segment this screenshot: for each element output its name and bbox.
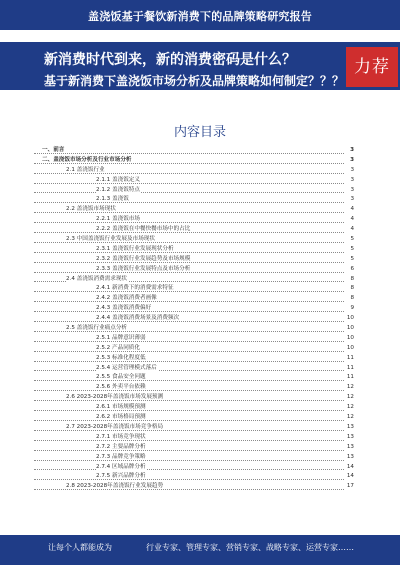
toc-entry-text: 2.4.2 盖浇饭消费者画像 xyxy=(96,295,157,302)
toc-entry-text: 2.3 中国盖浇饭行业发展及市场现状 xyxy=(66,236,155,243)
toc-entry-text: 2.7.5 新兴品牌分析 xyxy=(96,473,146,480)
toc-leader-dots xyxy=(34,460,344,461)
toc-entry-page: 11 xyxy=(346,354,354,364)
toc-entry-text: 2.4.4 盖浇饭消费场景及消费频次 xyxy=(96,315,180,322)
toc-entry-page: 3 xyxy=(349,195,354,205)
toc-leader-dots xyxy=(34,291,344,292)
toc-entry[interactable] xyxy=(34,245,354,255)
toc-entry-page: 4 xyxy=(349,225,354,235)
toc-entry-text: 2.8 2023-2028年盖浇饭行业发展趋势 xyxy=(66,483,164,490)
toc-entry-text: 2.5.3 标准化程度低 xyxy=(96,354,146,361)
toc-entry[interactable] xyxy=(34,453,354,463)
toc-leader-dots xyxy=(34,489,344,490)
toc-entry[interactable] xyxy=(34,304,354,314)
footer-slogan: 让每个人都能成为 xyxy=(48,543,112,552)
toc-entry-page: 8 xyxy=(349,294,354,304)
toc-leader-dots xyxy=(34,183,344,184)
toc-entry-text: 2.7.3 品牌竞争策略 xyxy=(96,453,146,460)
toc-entry-page: 5 xyxy=(349,255,354,265)
toc-entry[interactable] xyxy=(34,364,354,374)
table-of-contents xyxy=(34,146,354,492)
toc-entry-text: 2.7 2023-2028年盖浇饭市场竞争格局 xyxy=(66,423,164,430)
toc-entry-text: 2.5 盖浇饭行业痛点分析 xyxy=(66,325,128,332)
toc-entry-page: 5 xyxy=(349,235,354,245)
toc-leader-dots xyxy=(34,321,344,322)
toc-entry-page: 8 xyxy=(349,275,354,285)
toc-entry[interactable] xyxy=(34,383,354,393)
toc-entry[interactable] xyxy=(34,403,354,413)
toc-entry-text: 2.5.5 食品安全问题 xyxy=(96,374,146,381)
toc-leader-dots xyxy=(34,450,344,451)
toc-entry[interactable] xyxy=(34,463,354,473)
toc-entry-text: 2.6 2023-2028年盖浇饭市场发展预测 xyxy=(66,394,164,401)
footer-roles: 行业专家、管理专家、营销专家、战略专家、运营专家…… xyxy=(146,543,354,552)
toc-leader-dots xyxy=(34,361,344,362)
toc-leader-dots xyxy=(34,400,344,401)
toc-title: 内容目录 xyxy=(173,125,226,140)
toc-entry-page: 3 xyxy=(349,156,354,166)
toc-entry[interactable] xyxy=(34,166,354,176)
toc-entry-text: 2.1.2 盖浇饭特点 xyxy=(96,186,140,193)
toc-entry-page: 17 xyxy=(346,482,354,492)
toc-leader-dots xyxy=(34,301,344,302)
toc-entry-page: 4 xyxy=(349,215,354,225)
banner-subheadline: 基于新消费下盖浇饭市场分析及品牌策略如何制定？？？ xyxy=(44,74,345,88)
toc-entry-text: 2.5.4 运营管理模式落后 xyxy=(96,364,157,371)
toc-entry[interactable] xyxy=(34,284,354,294)
toc-entry[interactable] xyxy=(34,146,354,156)
toc-leader-dots xyxy=(34,351,344,352)
toc-entry-page: 3 xyxy=(349,146,354,156)
toc-entry-page: 6 xyxy=(349,265,354,275)
toc-entry[interactable] xyxy=(34,443,354,453)
toc-entry-text: 2.5.6 外卖平台依赖 xyxy=(96,384,146,391)
toc-entry[interactable] xyxy=(34,255,354,265)
toc-entry[interactable] xyxy=(34,186,354,196)
toc-entry[interactable] xyxy=(34,324,354,334)
toc-leader-dots xyxy=(34,192,344,193)
toc-entry-page: 8 xyxy=(349,284,354,294)
toc-entry-text: 2.2 盖浇饭市场现状 xyxy=(66,206,116,213)
toc-entry[interactable] xyxy=(34,354,354,364)
toc-entry-text: 2.7.4 区域品牌分析 xyxy=(96,463,146,470)
toc-entry-text: 2.6.2 市场格局预测 xyxy=(96,414,146,421)
toc-entry-text: 2.1 盖浇饭行业 xyxy=(66,166,105,173)
toc-entry-page: 13 xyxy=(346,423,354,433)
toc-entry-text: 2.5.2 产品同质化 xyxy=(96,344,140,351)
toc-entry-text: 2.1.3 盖浇饭 xyxy=(96,196,129,203)
toc-entry-text: 2.3.3 盖浇饭行业发展特点及市场分析 xyxy=(96,265,191,272)
toc-leader-dots xyxy=(34,153,344,154)
toc-entry[interactable] xyxy=(34,275,354,285)
toc-entry[interactable] xyxy=(34,334,354,344)
toc-entry-text: 2.4.1 新消费下的消费需求特征 xyxy=(96,285,174,292)
toc-entry[interactable] xyxy=(34,423,354,433)
toc-entry-page: 12 xyxy=(346,413,354,423)
toc-entry-page: 12 xyxy=(346,403,354,413)
toc-leader-dots xyxy=(34,440,344,441)
toc-entry-page: 3 xyxy=(349,186,354,196)
toc-entry-page: 3 xyxy=(349,166,354,176)
toc-entry-page: 3 xyxy=(349,176,354,186)
toc-leader-dots xyxy=(34,311,344,312)
toc-entry-page: 13 xyxy=(346,433,354,443)
toc-entry-page: 13 xyxy=(346,453,354,463)
toc-entry[interactable] xyxy=(34,373,354,383)
toc-entry[interactable] xyxy=(34,413,354,423)
toc-leader-dots xyxy=(34,202,344,203)
toc-entry-text: 2.7.2 主要品牌分析 xyxy=(96,443,146,450)
toc-entry-text: 2.3.1 盖浇饭行业发展现状分析 xyxy=(96,245,174,252)
toc-leader-dots xyxy=(34,420,344,421)
toc-entry-page: 5 xyxy=(349,245,354,255)
toc-leader-dots xyxy=(34,222,344,223)
toc-leader-dots xyxy=(34,232,344,233)
toc-leader-dots xyxy=(34,331,344,332)
toc-entry-text: 2.7.1 市场竞争现状 xyxy=(96,433,146,440)
toc-entry[interactable] xyxy=(34,294,354,304)
toc-entry-page: 14 xyxy=(346,463,354,473)
toc-entry-text: 2.5.1 品牌意识薄弱 xyxy=(96,334,146,341)
toc-entry[interactable] xyxy=(34,482,354,492)
toc-entry-page: 14 xyxy=(346,472,354,482)
toc-entry-page: 9 xyxy=(349,304,354,314)
toc-leader-dots xyxy=(34,410,344,411)
toc-entry[interactable] xyxy=(34,344,354,354)
toc-entry-text: 2.2.1 盖浇饭市场 xyxy=(96,216,140,223)
toc-leader-dots xyxy=(34,370,344,371)
banner-headline: 新消费时代到来，新的消费密码是什么？ xyxy=(44,52,296,68)
toc-leader-dots xyxy=(34,242,344,243)
toc-entry-text: 二、盖浇饭市场分析及行业市场分析 xyxy=(42,156,132,163)
toc-entry[interactable] xyxy=(34,195,354,205)
toc-leader-dots xyxy=(34,390,344,391)
toc-entry[interactable] xyxy=(34,314,354,324)
toc-entry[interactable] xyxy=(34,215,354,225)
toc-entry-text: 2.6.1 市场规模预测 xyxy=(96,404,146,411)
toc-leader-dots xyxy=(34,380,344,381)
toc-entry[interactable] xyxy=(34,205,354,215)
toc-entry-text: 2.3.2 盖浇饭行业发展趋势及市场规模 xyxy=(96,255,191,262)
header-title: 盖浇饭基于餐饮新消费下的品牌策略研究报告 xyxy=(88,10,312,23)
toc-entry[interactable] xyxy=(34,156,354,166)
toc-entry-page: 12 xyxy=(346,383,354,393)
toc-entry-page: 10 xyxy=(346,344,354,354)
toc-entry[interactable] xyxy=(34,235,354,245)
toc-leader-dots xyxy=(34,212,344,213)
toc-leader-dots xyxy=(34,252,344,253)
toc-entry-page: 13 xyxy=(346,443,354,453)
toc-entry-text: 2.4 盖浇饭消费需求现状 xyxy=(66,275,128,282)
toc-entry-text: 一、前言 xyxy=(42,147,65,153)
toc-entry-page: 12 xyxy=(346,393,354,403)
toc-entry[interactable] xyxy=(34,225,354,235)
toc-entry-page: 10 xyxy=(346,324,354,334)
toc-entry-text: 2.2.2 盖浇饭在中餐快餐市场中的占比 xyxy=(96,226,191,233)
toc-entry-text: 2.1.1 盖浇饭定义 xyxy=(96,176,140,183)
toc-entry-text: 2.4.3 盖浇饭消费偏好 xyxy=(96,305,152,312)
toc-leader-dots xyxy=(34,341,344,342)
toc-leader-dots xyxy=(34,469,344,470)
toc-entry[interactable] xyxy=(34,265,354,275)
toc-entry-page: 11 xyxy=(346,373,354,383)
recommend-badge: 力荐 xyxy=(346,47,398,87)
toc-entry-page: 11 xyxy=(346,364,354,374)
toc-leader-dots xyxy=(34,479,344,480)
toc-entry-page: 10 xyxy=(346,314,354,324)
toc-entry[interactable] xyxy=(34,393,354,403)
toc-entry-page: 10 xyxy=(346,334,354,344)
toc-entry[interactable] xyxy=(34,433,354,443)
toc-entry[interactable] xyxy=(34,176,354,186)
toc-entry-page: 4 xyxy=(349,205,354,215)
toc-entry[interactable] xyxy=(34,472,354,482)
